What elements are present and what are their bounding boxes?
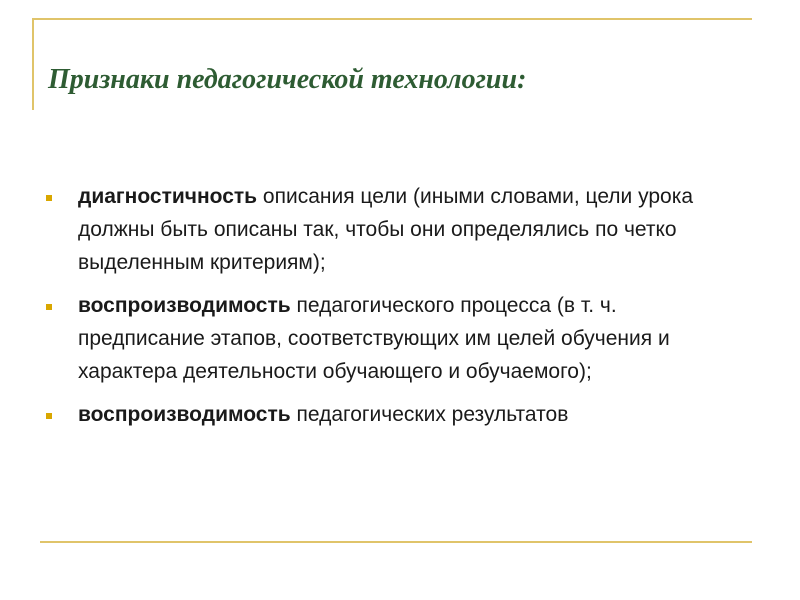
bullet-list	[46, 180, 736, 431]
slide-title: Признаки педагогической технологии:	[48, 64, 527, 95]
frame-top-line	[32, 18, 752, 20]
bullet-text: педагогического процесса (в т. ч. предписание этапов, соответствующих им целей обучения и характера деятельности обучающего и обучаемого);	[78, 294, 670, 383]
square-bullet-icon	[46, 195, 52, 201]
bullet-text: педагогических результатов	[290, 403, 569, 426]
bullet-item-process-reproducibility	[46, 289, 736, 388]
bullet-text: описания цели (иными словами, цели урока должны быть описаны так, чтобы они определялись по четко выделенным критериям);	[78, 185, 694, 274]
bullet-keyword: диагностичность	[78, 185, 258, 208]
square-bullet-icon	[46, 304, 52, 310]
square-bullet-icon	[46, 413, 52, 419]
frame-bottom-line	[40, 541, 752, 543]
bullet-item-diagnostic	[46, 180, 736, 279]
bullet-keyword: воспроизводимость	[78, 403, 291, 426]
frame-left-line	[32, 18, 34, 110]
bullet-keyword: воспроизводимость	[78, 294, 291, 317]
bullet-item-result-reproducibility	[46, 398, 736, 431]
